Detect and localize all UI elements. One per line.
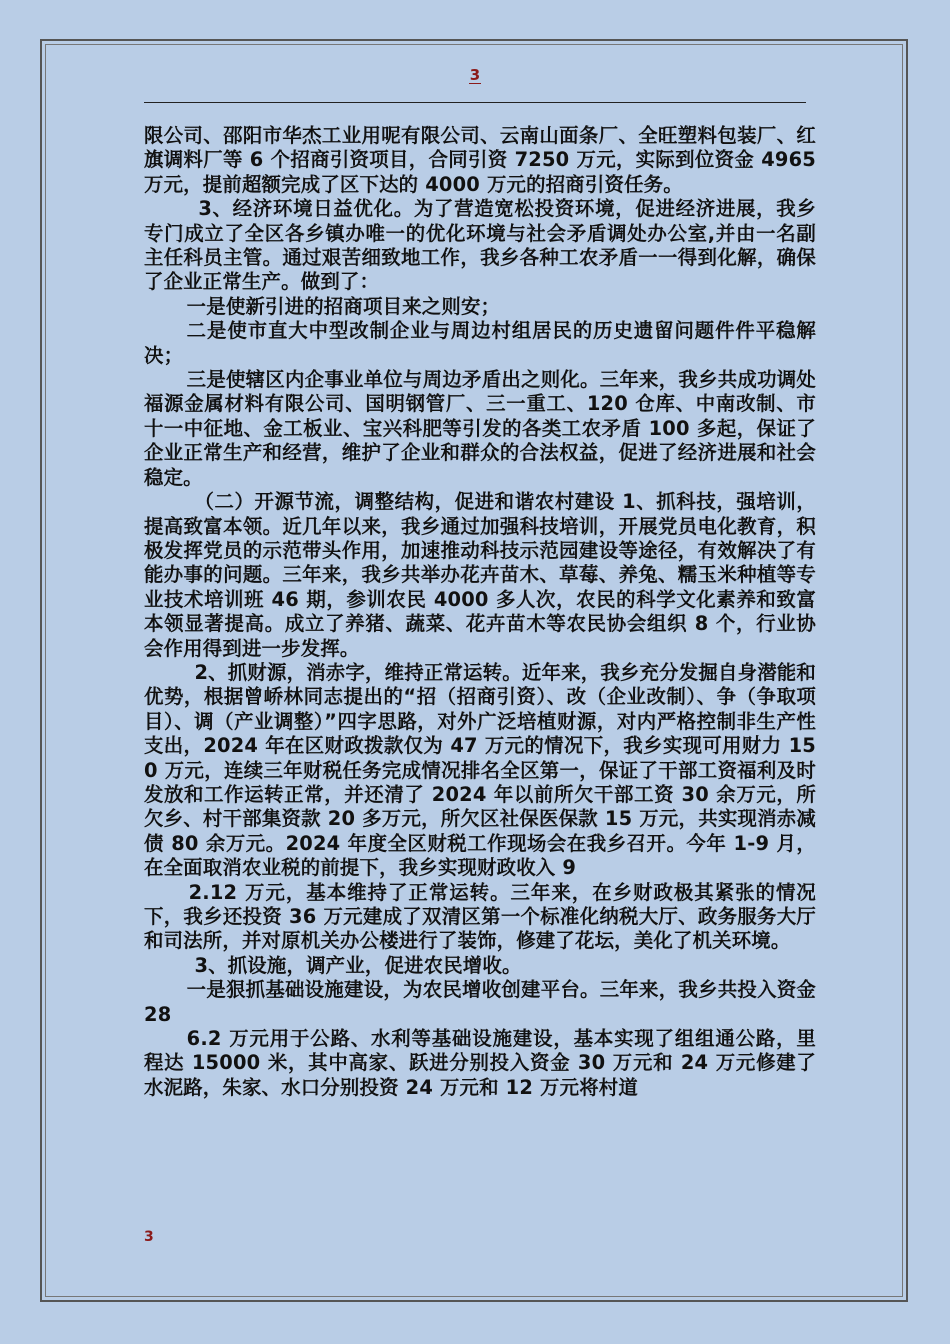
page-header [0, 66, 950, 84]
paragraph: 三是使辖区内企事业单位与周边矛盾出之则化。三年来，我乡共成功调处福源金属材料有限公司、国明钢管厂、三一重工、120 仓库、中南改制、市十一中征地、金工板业、宝兴科肥等引发的各类工农矛盾 100 多起，保证了企业正常生产和经营，维护了企业和群众的合法权益，促进了经济进展和社会稳定。 [144, 368, 816, 489]
paragraph: 一是狠抓基础设施建设，为农民增收创建平台。三年来，我乡共投入资金 28 [144, 978, 816, 1026]
paragraph: 限公司、邵阳市华杰工业用呢有限公司、云南山面条厂、全旺塑料包装厂、红旗调料厂等 6 个招商引资项目，合同引资 7250 万元，实际到位资金 4965 万元，提前超额完成了区下达的 4000 万元的招商引资任务。 [144, 124, 816, 196]
paragraph: 2、抓财源，消赤字，维持正常运转。近年来，我乡充分发掘自身潜能和优势，根据曾峤林同志提出的“招（招商引资）、改（企业改制）、争（争取项目）、调（产业调整）”四字思路，对外广泛培植财源，对内严格控制非生产性支出，2024 年在区财政拨款仅为 47 万元的情况下，我乡实现可用财力 150 万元，连续三年财税任务完成情况排名全区第一，保证了干部工资福利及时发放和工作运转正常，并还清了 2024 年以前所欠干部工资 30 余万元，所欠乡、村干部集资款 20 多万元，所欠区社保医保款 15 万元，共实现消赤减债 80 余万元。2024 年度全区财税工作现场会在我乡召开。今年 1-9 月，在全面取消农业税的前提下，我乡实现财政收入 9 [144, 660, 816, 880]
paragraph: 3、抓设施，调产业，促进农民增收。 [194, 953, 522, 977]
document-body [144, 124, 816, 1100]
paragraph: 2.12 万元，基本维持了正常运转。三年来，在乡财政极其紧张的情况下，我乡还投资 36 万元建成了双清区第一个标准化纳税大厅、政务服务大厅和司法所，并对原机关办公楼进行了装饰，修建了花坛，美化了机关环境。 [144, 880, 816, 953]
paragraph: 二是使市直大中型改制企业与周边村组居民的历史遗留问题件件平稳解决； [144, 319, 816, 367]
paragraph: （二）开源节流，调整结构，促进和谐农村建设 1、抓科技，强培训，提高致富本领。近几年以来，我乡通过加强科技培训，开展党员电化教育，积极发挥党员的示范带头作用，加速推动科技示范园建设等途径，有效解决了有能办事的问题。三年来，我乡共举办花卉苗木、草莓、养兔、糯玉米种植等专业技术培训班 46 期，参训农民 4000 多人次，农民的科学文化素养和致富本领显著提高。成立了养猪、蔬菜、花卉苗木等农民协会组织 8 个，行业协会作用得到进一步发挥。 [144, 490, 816, 660]
header-rule [144, 102, 806, 103]
paragraph: 6.2 万元用于公路、水利等基础设施建设，基本实现了组组通公路，里程达 15000 米，其中高家、跃进分别投入资金 30 万元和 24 万元修建了水泥路，朱家、水口分别投资 24 万元和 12 万元将村道 [144, 1027, 816, 1099]
header-page-number: 3 [469, 66, 481, 84]
footer-page-number: 3 [144, 1229, 154, 1245]
paragraph: 3、经济环境日益优化。为了营造宽松投资环境，促进经济进展，我乡专门成立了全区各乡镇办唯一的优化环境与社会矛盾调处办公室,并由一名副主任科员主管。通过艰苦细致地工作，我乡各种工农矛盾一一得到化解，确保了企业正常生产。做到了： [144, 197, 816, 294]
paragraph: 一是使新引进的招商项目来之则安； [186, 294, 501, 318]
